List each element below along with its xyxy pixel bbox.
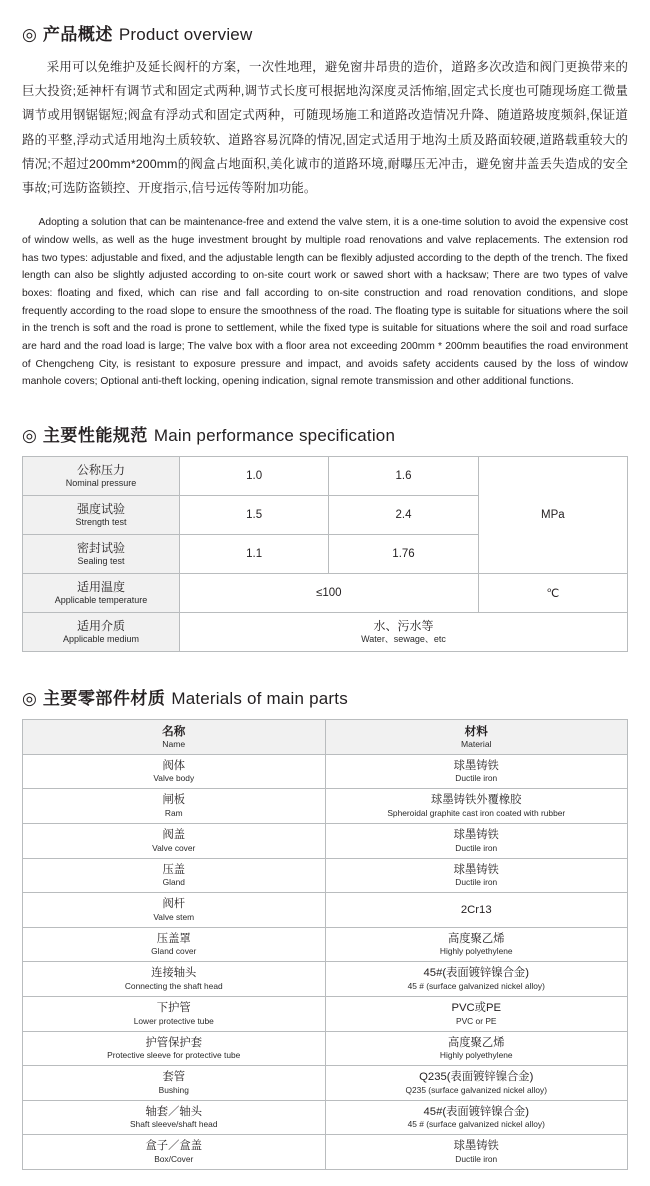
part-material-zh: 球墨铸铁外覆橡胶 — [431, 794, 522, 807]
part-name-en: Gland cover — [151, 946, 197, 957]
part-material-en: 45 # (surface galvanized nickel alloy) — [407, 1119, 545, 1130]
row-label — [23, 573, 180, 612]
cell-part-name — [23, 962, 326, 997]
cell-part-name — [23, 858, 326, 893]
cell-value: 1.1 — [180, 534, 329, 573]
bullet-icon: ◎ — [22, 426, 37, 446]
part-name-en: Gland — [162, 877, 185, 888]
table-row — [23, 927, 628, 962]
cell-value: 1.76 — [329, 534, 478, 573]
cell-part-material — [325, 893, 628, 928]
part-material-zh: 球墨铸铁 — [453, 759, 499, 772]
part-name-zh: 闸板 — [162, 794, 186, 807]
cell-value-temperature: ≤100 — [180, 573, 479, 612]
section-title-en: Main performance specification — [153, 426, 396, 446]
table-row — [23, 996, 628, 1031]
row-label-en: Sealing test — [77, 556, 125, 567]
column-header-material-en: Material — [460, 738, 492, 749]
part-material-en: Ductile iron — [455, 877, 498, 888]
section-heading-materials — [22, 684, 628, 709]
cell-value: 1.0 — [180, 457, 329, 496]
row-label — [23, 612, 180, 651]
part-name-zh: 阀盖 — [162, 828, 186, 841]
medium-value-en: Water、sewage、etc — [361, 633, 446, 644]
part-material-zh: 45#(表面镀锌镍合金) — [423, 1105, 529, 1118]
part-name-zh: 轴套／轴头 — [145, 1105, 202, 1118]
part-material-en: Ductile iron — [455, 842, 498, 853]
part-material-en: Highly polyethylene — [439, 1050, 513, 1061]
part-material-zh: Q235(表面镀锌镍合金) — [419, 1071, 534, 1084]
table-row — [23, 573, 628, 612]
cell-part-material — [325, 754, 628, 789]
cell-part-name — [23, 893, 326, 928]
part-name-zh: 连接轴头 — [151, 967, 197, 980]
bullet-icon: ◎ — [22, 688, 37, 708]
part-material-zh: 球墨铸铁 — [453, 1140, 499, 1153]
row-label-en: Nominal pressure — [65, 478, 137, 489]
materials-table — [22, 719, 628, 1170]
column-header-material — [325, 719, 628, 754]
part-name-en: Lower protective tube — [133, 1015, 214, 1026]
section-heading-performance — [22, 421, 628, 446]
cell-value: 1.5 — [180, 496, 329, 535]
table-header-row — [23, 719, 628, 754]
table-row — [23, 893, 628, 928]
section-heading-overview — [22, 20, 628, 45]
table-row — [23, 1031, 628, 1066]
table-row — [23, 823, 628, 858]
cell-part-name — [23, 927, 326, 962]
part-name-en: Bushing — [158, 1084, 189, 1095]
row-label-en: Applicable medium — [62, 633, 140, 644]
table-row — [23, 754, 628, 789]
cell-part-material — [325, 1031, 628, 1066]
part-name-zh: 压盖 — [162, 863, 186, 876]
section-title-zh: 产品概述 — [42, 25, 113, 44]
table-row — [23, 858, 628, 893]
part-name-en: Shaft sleeve/shaft head — [129, 1119, 218, 1130]
row-label-en: Strength test — [75, 517, 127, 528]
part-name-zh: 阀杆 — [162, 898, 186, 911]
performance-table — [22, 456, 628, 651]
cell-part-name — [23, 789, 326, 824]
cell-part-name — [23, 1100, 326, 1135]
part-material-zh: PVC或PE — [451, 1001, 502, 1014]
cell-unit-pressure: MPa — [478, 457, 627, 574]
overview-paragraph-en: Adopting a solution that can be maintenance-free and extend the valve stem, it is a one-time solution to avoid the expensive cost of window wells, as well as the huge investment brought by multiple road renovations and valve replacements. The extension rod has two types: adjustable and fixed, and the adjustable length can be flexibly adjusted according to the depth of the trench. The fixed length can also be slightly adjusted according to on-site court work or sawed short with a hacksaw; There are two types of valve boxes: floating and fixed, which can rise and fall according to on-site construction and road renovation conditions, and slope frequently according to the road slope to ensure the smoothness of the road. The floating type is suitable for situations where the soil in the trench is soft and the road is prone to settlement, while the fixed type is suitable for situations where the soil and road surface are hard and the road load is large; The valve box with a floor area not exceeding 200mm * 200mm beautifies the road environment of Chengcheng City, is resistant to exposure pressure and impact, and avoids safety accidents caused by the loss of window manhole covers; Optional anti-theft locking, opening indication, signal remote transmission and other additional functions. — [22, 217, 628, 388]
row-label-zh: 适用温度 — [76, 579, 125, 594]
part-material-zh: 球墨铸铁 — [453, 828, 499, 841]
cell-part-name — [23, 823, 326, 858]
part-material-en: Ductile iron — [455, 773, 498, 784]
table-row — [23, 789, 628, 824]
part-name-en: Box/Cover — [154, 1153, 194, 1164]
table-row — [23, 457, 628, 496]
part-name-en: Ram — [164, 808, 183, 819]
cell-part-material — [325, 858, 628, 893]
part-name-zh: 阀体 — [162, 759, 186, 772]
overview-paragraph-zh: 采用可以免维护及延长阀杆的方案，一次性地理，避免窗井昂贵的造价，道路多次改造和阀门更换带来的巨大投资;延神杆有调节式和固定式两种,调节式长度可根据地沟深度灵活怖缩,固定式长度也可随现场庭工微量调节或用钢锯锯短;阀盒有浮动式和固定式两种，可随现场施工和道路改造情况升降、随道路坡度频斜,保证道路的平整,浮动式适用地沟土质较软、道路容易沉降的情况,固定式适用于地沟土质及路面较硬,道路载重较大的情况;不超过200mm*200mm的阀盒占地面积,美化诚市的道路环境,耐曝压无冲击，避免窗井盖丢失造成的安全事故;可选防盗锁控、开度指示,信号远传等附加功能。 — [22, 60, 628, 195]
section-title-zh: 主要零部件材质 — [42, 688, 166, 708]
row-label — [23, 457, 180, 496]
table-row — [23, 1066, 628, 1101]
part-name-en: Valve cover — [152, 842, 196, 853]
part-name-zh: 套管 — [162, 1071, 186, 1084]
table-row — [23, 1100, 628, 1135]
column-header-material-zh: 材料 — [464, 724, 488, 738]
part-name-zh: 下护管 — [156, 1001, 191, 1014]
cell-value: 2.4 — [329, 496, 478, 535]
table-row — [23, 1135, 628, 1170]
cell-part-name — [23, 1135, 326, 1170]
row-label-zh: 适用介质 — [76, 618, 125, 633]
row-label-zh: 密封试验 — [76, 540, 125, 555]
part-material-zh: 2Cr13 — [460, 903, 492, 916]
cell-part-material — [325, 823, 628, 858]
cell-part-material — [325, 789, 628, 824]
column-header-name-zh: 名称 — [162, 724, 186, 738]
part-material-en: Q235 (surface galvanized nickel alloy) — [405, 1084, 548, 1095]
cell-unit-temperature: ℃ — [478, 573, 627, 612]
cell-value-medium — [180, 612, 628, 651]
part-name-en: Valve stem — [153, 911, 195, 922]
cell-part-material — [325, 1135, 628, 1170]
part-material-zh: 高度聚乙烯 — [448, 1036, 505, 1049]
part-material-zh: 高度聚乙烯 — [448, 932, 505, 945]
cell-value: 1.6 — [329, 457, 478, 496]
cell-part-name — [23, 1066, 326, 1101]
cell-part-name — [23, 1031, 326, 1066]
section-title-en: Materials of main parts — [171, 688, 348, 708]
part-material-zh: 球墨铸铁 — [453, 863, 499, 876]
bullet-icon: ◎ — [22, 25, 37, 44]
part-material-en: PVC or PE — [456, 1015, 497, 1026]
medium-value-zh: 水、污水等 — [373, 618, 434, 633]
table-row — [23, 612, 628, 651]
cell-part-name — [23, 996, 326, 1031]
row-label-zh: 强度试验 — [76, 502, 125, 517]
column-header-name — [23, 719, 326, 754]
cell-part-name — [23, 754, 326, 789]
row-label-zh: 公称压力 — [76, 463, 125, 478]
part-name-zh: 压盖罩 — [156, 932, 191, 945]
row-label-en: Applicable temperature — [54, 594, 148, 605]
part-name-zh: 盒子／盒盖 — [145, 1140, 202, 1153]
part-material-en: 45 # (surface galvanized nickel alloy) — [407, 981, 545, 991]
part-material-en: Spheroidal graphite cast iron coated with rubber — [387, 808, 566, 819]
section-title-en: Product overview — [118, 25, 253, 44]
row-label — [23, 496, 180, 535]
section-title-zh: 主要性能规范 — [42, 426, 148, 446]
cell-part-material — [325, 1066, 628, 1101]
part-name-en: Protective sleeve for protective tube — [107, 1050, 241, 1061]
cell-part-material — [325, 996, 628, 1031]
cell-part-material — [325, 927, 628, 962]
part-material-zh: 45#(表面镀锌镍合金) — [423, 967, 529, 980]
part-material-en: Highly polyethylene — [439, 946, 513, 957]
cell-part-material — [325, 962, 628, 997]
part-name-zh: 护管保护套 — [145, 1036, 202, 1049]
cell-part-material — [325, 1100, 628, 1135]
part-material-en: Ductile iron — [455, 1153, 498, 1164]
part-name-en: Connecting the shaft head — [124, 981, 223, 991]
column-header-name-en: Name — [162, 738, 186, 749]
part-name-en: Valve body — [153, 773, 195, 784]
row-label — [23, 534, 180, 573]
table-row — [23, 962, 628, 997]
